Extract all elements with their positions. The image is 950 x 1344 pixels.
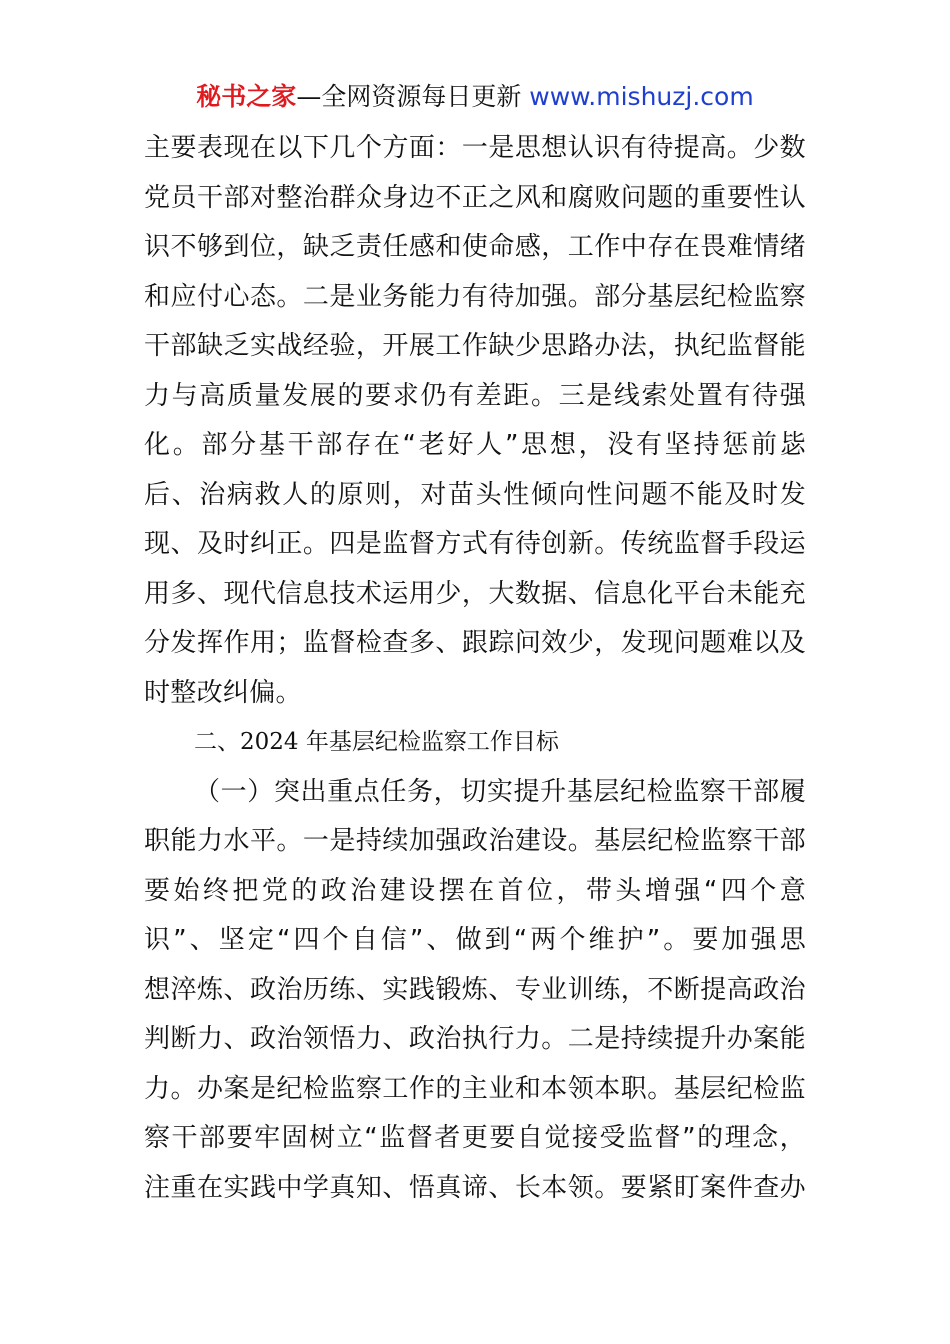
text-line: 化。部分基干部存在“老好人”思想，没有坚持惩前毖 [144, 430, 806, 460]
text-line: 判断力、政治领悟力、政治执行力。二是持续提升办案能 [144, 1024, 806, 1054]
text-line: 分发挥作用；监督检查多、跟踪问效少，发现问题难以及 [144, 628, 806, 658]
document-body [144, 124, 806, 1213]
text-line: 力与高质量发展的要求仍有差距。三是线索处置有待强 [144, 380, 806, 411]
text-line: 和应付心态。二是业务能力有待加强。部分基层纪检监察 [144, 281, 806, 312]
text-line: 时整改纠偏。 [144, 677, 302, 708]
subsection-first-line: （一）突出重点任务，切实提升基层纪检监察干部履 [194, 776, 806, 807]
text-line: 干部缺乏实战经验，开展工作缺少思路办法，执纪监督能 [144, 331, 806, 361]
text-line: 识不够到位，缺乏责任感和使命感，工作中存在畏难情绪 [144, 232, 806, 262]
text-line: 现、及时纠正。四是监督方式有待创新。传统监督手段运 [144, 529, 806, 559]
site-url[interactable]: www.mishuzj.com [529, 82, 754, 111]
text-line: 力。办案是纪检监察工作的主业和本领本职。基层纪检监 [144, 1073, 806, 1104]
text-line: 识”、坚定“四个自信”、做到“两个维护”。要加强思 [144, 925, 806, 955]
section-heading: 二、2024 年基层纪检监察工作目标 [194, 729, 559, 755]
text-line: 想淬炼、政治历练、实践锻炼、专业训练，不断提高政治 [144, 974, 806, 1005]
text-line: 注重在实践中学真知、悟真谛、长本领。要紧盯案件查办 [144, 1172, 806, 1203]
text-line: 职能力水平。一是持续加强政治建设。基层纪检监察干部 [144, 826, 806, 856]
text-line: 用多、现代信息技术运用少，大数据、信息化平台未能充 [144, 578, 806, 609]
text-line: 后、治病救人的原则，对苗头性倾向性问题不能及时发 [144, 479, 806, 510]
text-line: 主要表现在以下几个方面：一是思想认识有待提高。少数 [144, 133, 806, 163]
text-line: 察干部要牢固树立“监督者更要自觉接受监督”的理念， [144, 1123, 806, 1153]
page-header [0, 80, 950, 114]
brand-name: 秘书之家 [196, 82, 297, 111]
text-line: 党员干部对整治群众身边不正之风和腐败问题的重要性认 [144, 182, 806, 213]
text-line: 要始终把党的政治建设摆在首位，带头增强“四个意 [144, 875, 806, 906]
header-slogan: —全网资源每日更新 [296, 82, 530, 111]
